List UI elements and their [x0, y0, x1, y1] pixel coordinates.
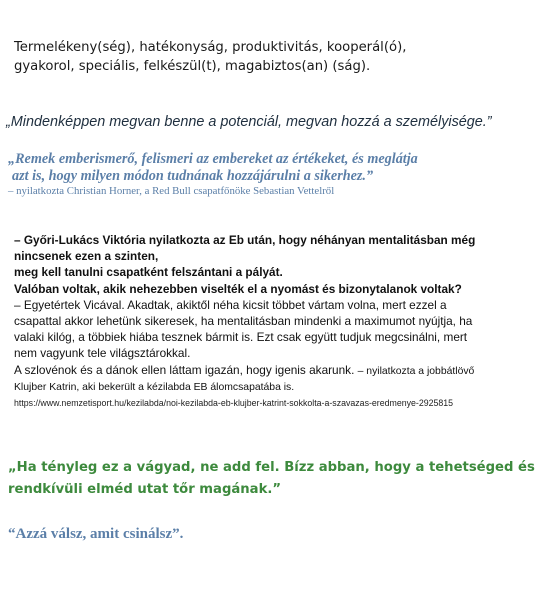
interview-question-line: nincsenek ezen a szinten, [14, 249, 159, 264]
interview-answer-line: – Egyetértek Vicával. Akadtak, akiktől néha kicsit többet vártam volna, mert ezzel a [14, 297, 447, 312]
talent-quote [8, 457, 535, 501]
quote-line: azt is, hogy milyen módon tudnának hozzájárulni a sikerhez.” [12, 168, 374, 184]
source-url: https://www.nemzetisport.hu/kezilabda/noi-kezilabda-eb-klujber-katrint-sokkolta-a-szavazas-eredmenye-2925815 [14, 398, 454, 409]
quote-line: „Remek emberismerő, felismeri az embereket az értékeket, és meglátja [8, 151, 418, 167]
quote-attribution: – nyilatkozta Christian Horner, a Red Bull csapatfőnöke Sebastian Vettelről [8, 185, 335, 197]
interview-question-line: Valóban voltak, akik nehezebben viselték el a nyomást és bizonytalanok voltak? [14, 281, 462, 296]
interview-question-line: – Győri-Lukács Viktória nyilatkozta az Eb után, hogy néhányan mentalitásban még [14, 233, 476, 247]
interview-answer-line: csapattal akkor lehetünk sikeresek, ha mentalitásban mindenki a maximumot nyújtja, ha [14, 314, 473, 329]
keyword-line: Termelékeny(ség), hatékonyság, produktivitás, kooperál(ó), [14, 40, 407, 55]
potential-quote: „Mindenképpen megvan benne a potenciál, megvan hozzá a személyisége.” [6, 114, 492, 130]
interview-question-line: meg kell tanulni csapatként felszántani a pályát. [14, 265, 283, 280]
interview-attribution: Klujber Katrin, aki bekerült a kézilabda EB álomcsapatába is. [14, 381, 295, 393]
horner-quote [8, 151, 548, 198]
quote-line: rendkívüli elméd utat tőr magának.” [8, 482, 282, 497]
keyword-line: gyakorol, speciális, felkészül(t), magabiztos(an) (ság). [14, 59, 371, 74]
interview-answer-text: A szlovénok és a dánok ellen láttam igazán, hogy igenis akarunk. [14, 362, 358, 377]
keyword-list [14, 38, 544, 76]
interview-answer-line: nem vagyunk tele világsztárokkal. [14, 346, 191, 361]
interview-attribution: – nyilatkozta a jobbátlövő [357, 365, 475, 377]
interview-answer-line [14, 362, 544, 380]
become-quote: “Azzá válsz, amit csinálsz”. [8, 526, 184, 542]
interview-excerpt [14, 232, 544, 410]
interview-answer-line: valaki kilóg, a többiek hiába tesznek bármit is. Ezt csak együtt tudjuk megcsinálni, mert [14, 330, 468, 345]
quote-line: „Ha tényleg ez a vágyad, ne add fel. Bízz abban, hogy a tehetséged és [8, 460, 535, 475]
